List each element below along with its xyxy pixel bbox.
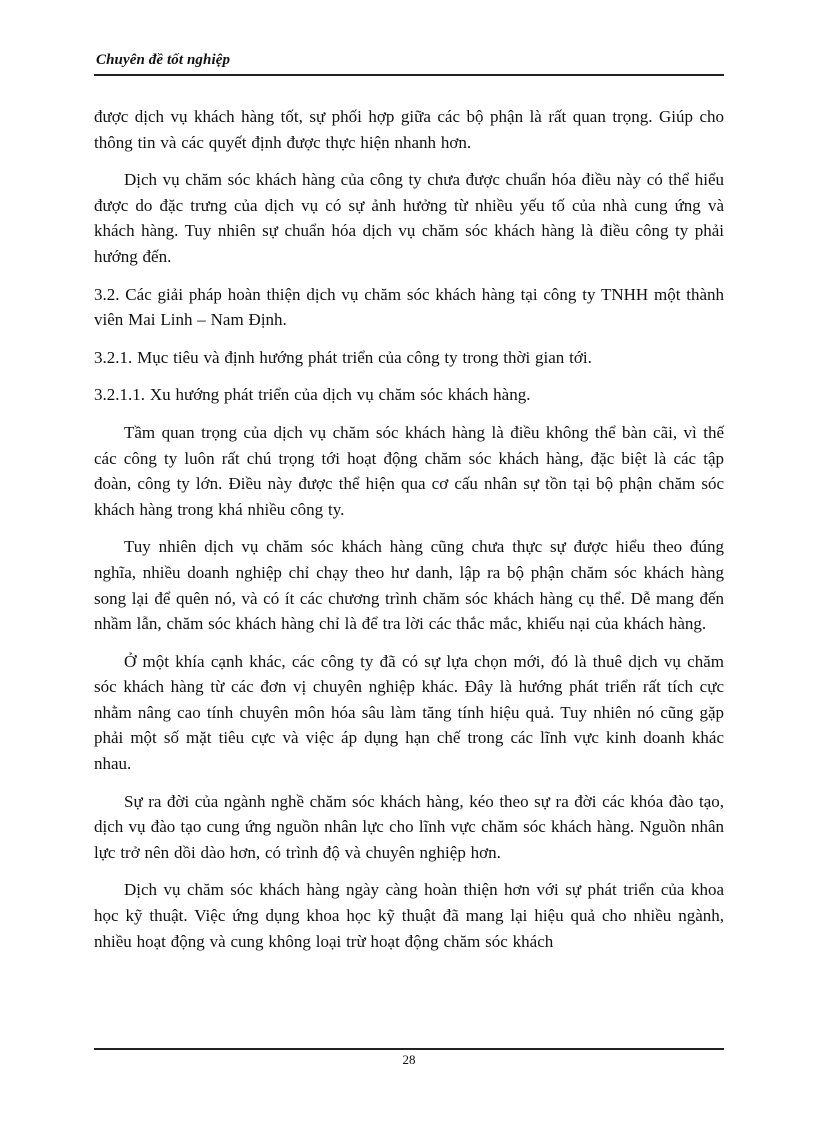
header-title: Chuyên đề tốt nghiệp <box>96 52 231 68</box>
paragraph-technology: Dịch vụ chăm sóc khách hàng ngày càng hoàn thiện hơn với sự phát triển của khoa học kỹ thuật. Việc ứng dụng khoa học kỹ thuật đã mang lại hiệu quả cho nhiều ngành, nhiều hoạt động và cung không loại trừ hoạt động chăm sóc khách <box>94 880 724 951</box>
section-heading-3-2-1-1: 3.2.1.1. Xu hướng phát triển của dịch vụ chăm sóc khách hàng. <box>94 385 531 405</box>
paragraph-training: Sự ra đời của ngành nghề chăm sóc khách hàng, kéo theo sự ra đời các khóa đào tạo, dịch vụ đào tạo cung ứng nguồn nhân lực cho lĩnh vực chăm sóc khách hàng. Nguồn nhân lực trở nên dồi dào hơn, có trình độ và chuyên nghiệp hơn. <box>94 791 724 862</box>
section-heading-3-2: 3.2. Các giải pháp hoàn thiện dịch vụ chăm sóc khách hàng tại công ty TNHH một thành viên Mai Linh – Nam Định. <box>94 284 724 330</box>
page-number: 28 <box>402 1052 416 1067</box>
paragraph-standardization: Dịch vụ chăm sóc khách hàng của công ty chưa được chuẩn hóa điều này có thể hiểu được do đặc trưng của dịch vụ có sự ảnh hưởng từ nhiều yếu tố của nhà cung ứng và khách hàng. Tuy nhiên sự chuẩn hóa dịch vụ chăm sóc khách hàng là điều công ty phải hướng đến. <box>94 170 724 266</box>
paragraph-misunderstanding: Tuy nhiên dịch vụ chăm sóc khách hàng cũng chưa thực sự được hiểu theo đúng nghĩa, nhiều doanh nghiệp chỉ chạy theo hư danh, lập ra bộ phận chăm sóc khách hàng song lại để quên nó, và có ít các chương trình chăm sóc khách hàng cụ thể. Dễ mang đến nhầm lẫn, chăm sóc khách hàng chỉ là để tra lời các thắc mắc, khiếu nại của khách hàng. <box>94 537 724 634</box>
paragraph-importance: Tầm quan trọng của dịch vụ chăm sóc khách hàng là điều không thể bàn cãi, vì thế các công ty luôn rất chú trọng tới hoạt động chăm sóc khách hàng, đặc biệt là các tập đoàn, công ty lớn. Điều này được thể hiện qua cơ cấu nhân sự tồn tại bộ phận chăm sóc khách hàng trong khá nhiều công ty. <box>94 422 724 519</box>
section-heading-3-2-1: 3.2.1. Mục tiêu và định hướng phát triển của công ty trong thời gian tới. <box>94 347 592 367</box>
document-body <box>94 104 724 966</box>
paragraph-outsourcing: Ở một khía cạnh khác, các công ty đã có sự lựa chọn mới, đó là thuê dịch vụ chăm sóc khách hàng từ các đơn vị chuyên nghiệp khác. Đây là hướng phát triển rất tích cực nhằm nâng cao tính chuyên môn hóa sâu làm tăng tính hiệu quả. Tuy nhiên nó cũng gặp phải một số mặt tiêu cực và việc áp dụng hạn chế trong các lĩnh vực kinh doanh khác nhau. <box>94 651 724 774</box>
page-header <box>94 50 724 76</box>
footer-divider <box>94 1048 724 1050</box>
paragraph-continuation: được dịch vụ khách hàng tốt, sự phối hợp giữa các bộ phận là rất quan trọng. Giúp cho thông tin và các quyết định được thực hiện nhanh hơn. <box>94 107 724 152</box>
